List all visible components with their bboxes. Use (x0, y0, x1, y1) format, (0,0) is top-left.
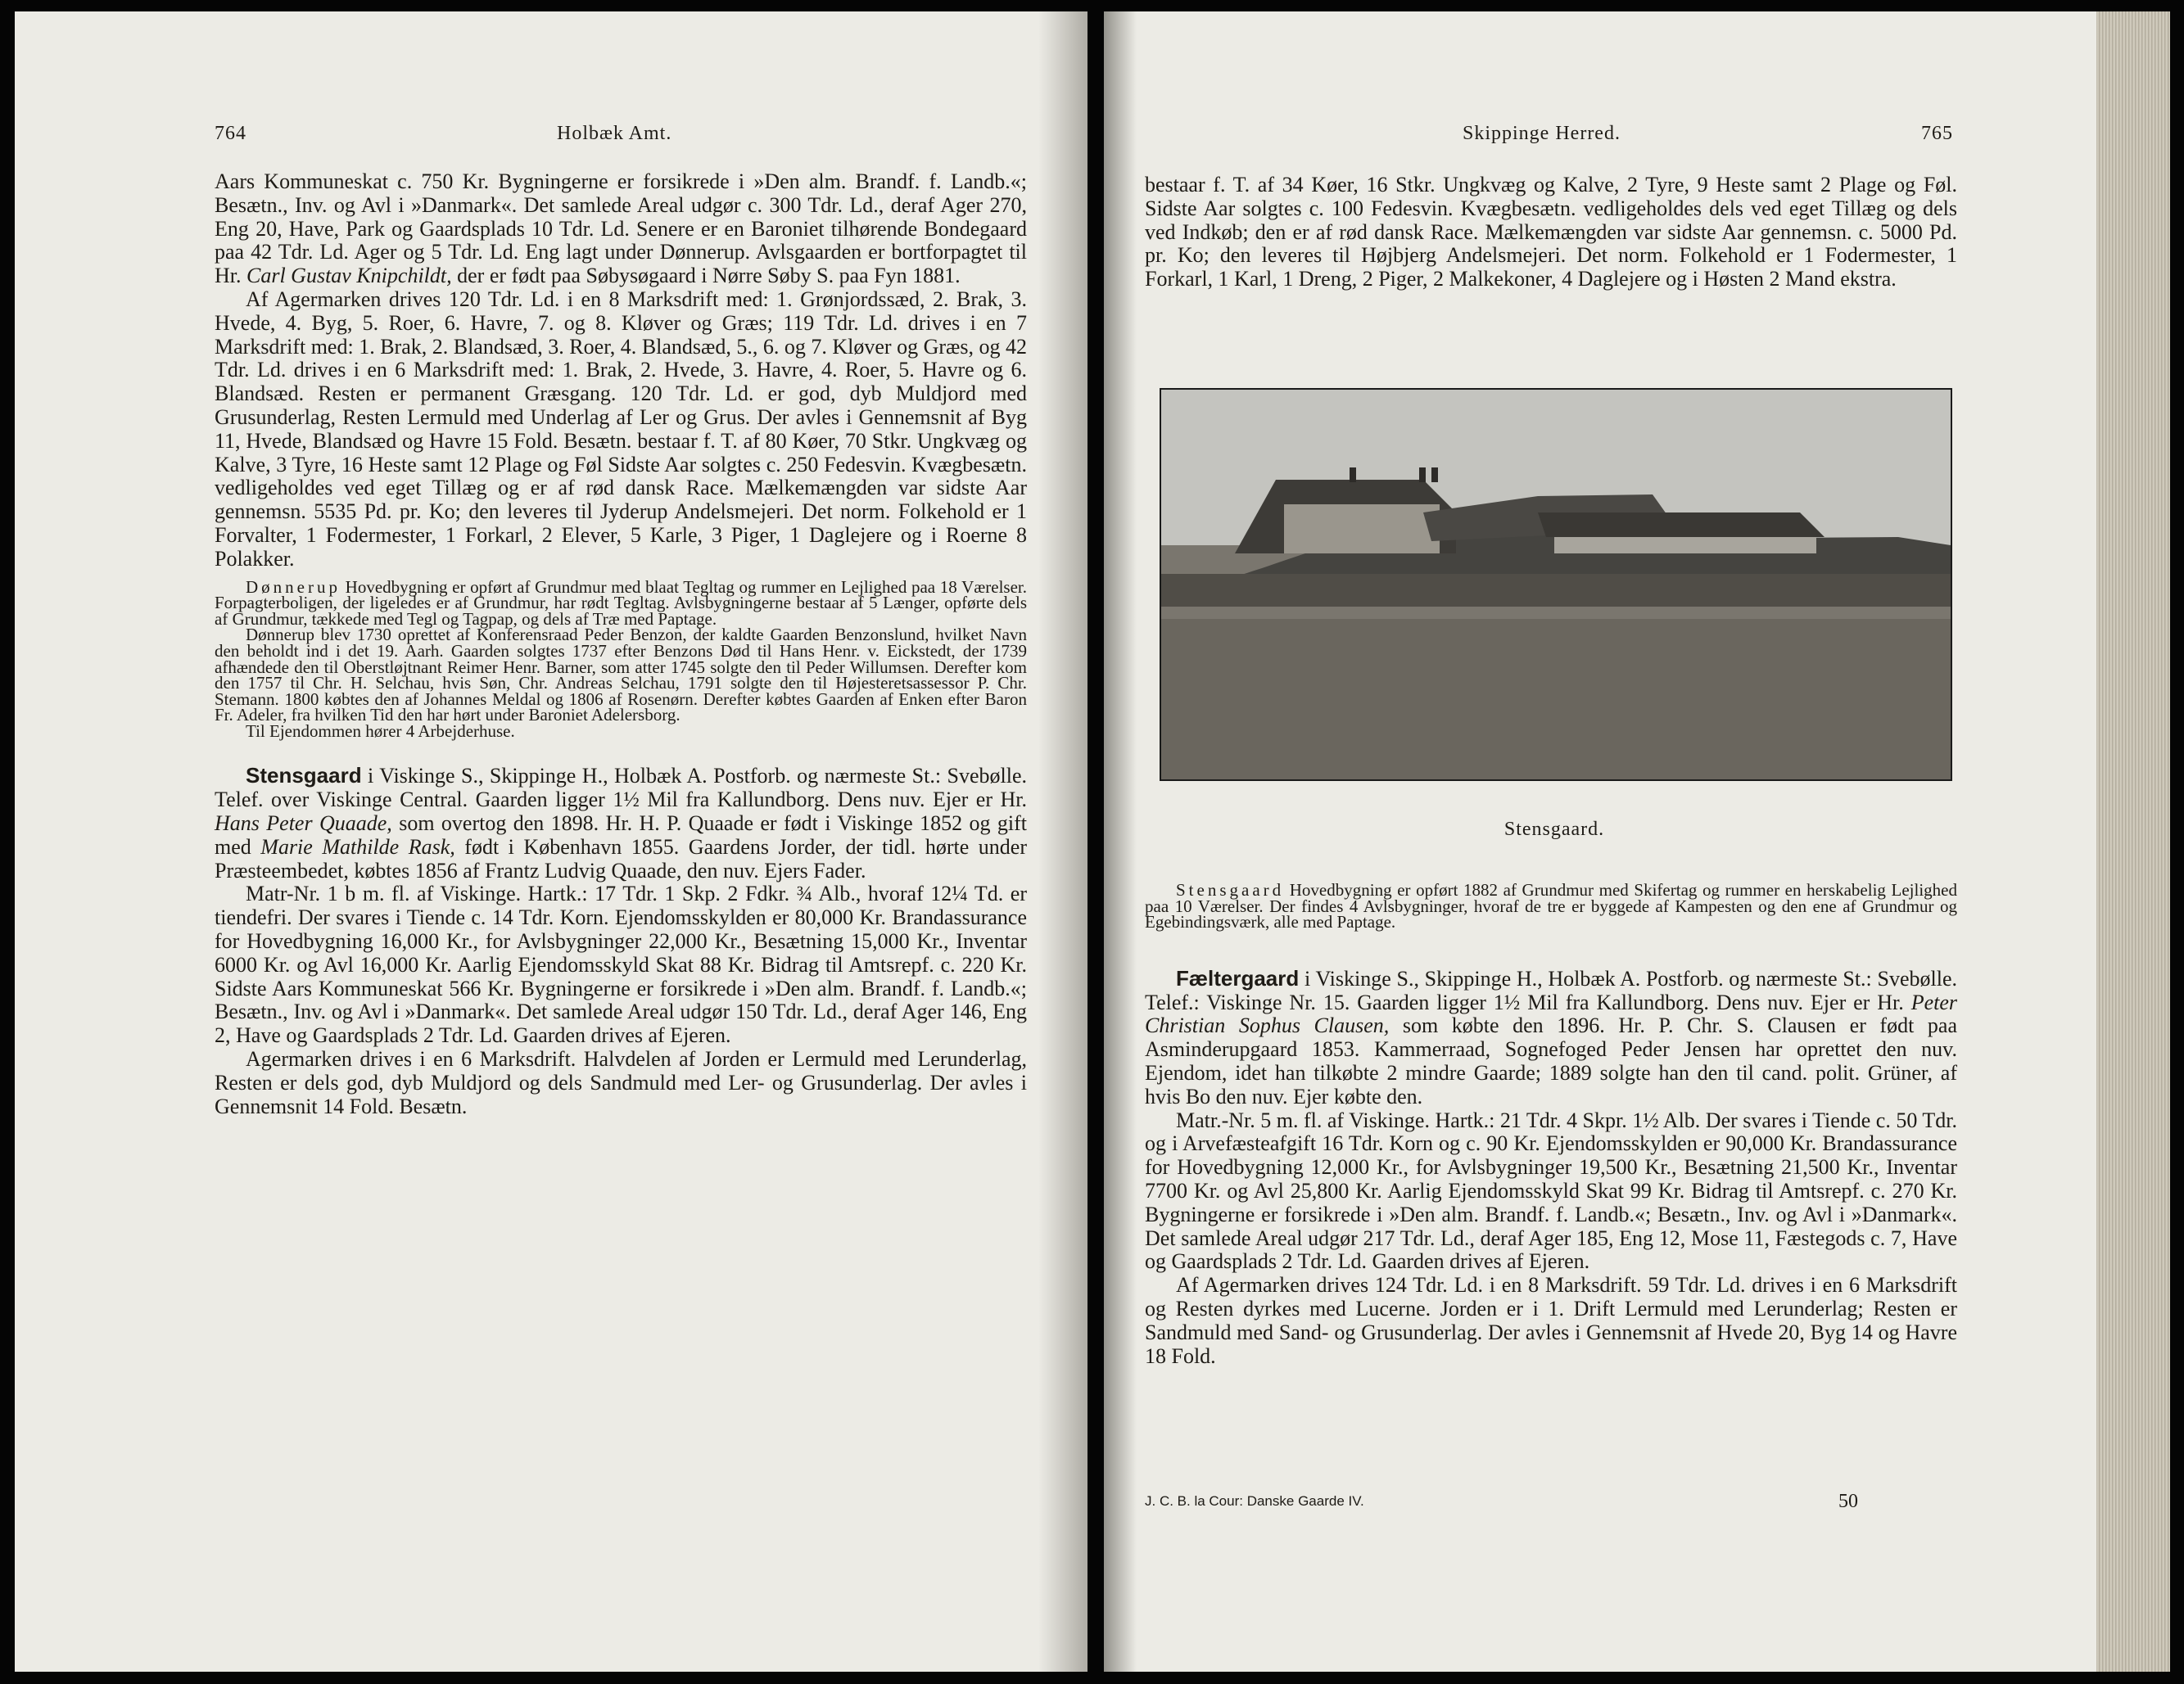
right-gutter-shadow (1104, 11, 1137, 1672)
footer-source: J. C. B. la Cour: Danske Gaarde IV. (1145, 1493, 1364, 1509)
faeltergaard-agermarken: Af Agermarken drives 124 Tdr. Ld. i en 8 Marksdrift. 59 Tdr. Ld. drives i en 6 Marksdrift og Resten dyrkes med Lucerne. Jorden er i 1. Drift Lermuld med Lerunderlag; Resten er Sandmuld med Sand- og Grusunderlag. Der avles i Gennemsnit af Hvede 20, Byg 14 og Havre 18 Fold. (1145, 1273, 1957, 1368)
left-page-number: 764 (215, 123, 246, 144)
faeltergaard-matr: Matr.-Nr. 5 m. fl. af Viskinge. Hartk.: 21 Tdr. 4 Skpr. 1½ Alb. Der svares i Tiende c. 50 Tdr. og i Arvefæsteafgift 16 Tdr. Korn og c. 90 Kr. Ejendomsskylden er 90,000 Kr. Brandassurance for Hovedbygning 12,000 Kr., for Avlsbygninger 19,500 Kr., Besætning 21,500 Kr., Inventar 7700 Kr. og Avl 25,800 Kr. Aarlig Ejendomsskyld Skat 99 Kr. Bidrag til Amtsrepf. c. 270 Kr. Bygningerne er forsikrede i »Den alm. Brandf. f. Landb.«; Besætn., Inv. og Avl i »Danmark«. Det samlede Areal udgør 217 Tdr. Ld., deraf Ager 185, Eng 12, Mose 11, Fæstegods c. 7, Have og Gaardsplads 2 Tdr. Ld. Gaarden drives af Ejeren. (1145, 1108, 1957, 1274)
photo-caption: Stensgaard. (1503, 819, 1605, 840)
left-para-1: Aars Kommuneskat c. 750 Kr. Bygningerne er forsikrede i »Den alm. Brandf. f. Landb.«; Besætn., Inv. og Avl i »Danmark«. Det samlede Areal udgør c. 300 Tdr. Ld., deraf Ager 270, Eng 20, Have, Park og Gaardsplads 10 Tdr. Ld. Senere er en Baroniet tilhørende Bondegaard paa 42 Tdr. Ld. Ager og 5 Tdr. Ld. Eng lagt under Dønnerup. Avlsgaarden er bortforpagtet til Hr. Carl Gustav Knipchildt, der er født paa Søbysøgaard i Nørre Søby S. paa Fyn 1881. (215, 169, 1027, 288)
stensgaard-entry: Stensgaard i Viskinge S., Skippinge H., Holbæk A. Postforb. og nærmeste St.: Svebølle. Telef. over Viskinge Central. Gaarden ligger 1½ Mil fra Kallundborg. Dens nuv. Ejer er Hr. Hans Peter Quaade, som overtog den 1898. Hr. H. P. Quaade er født i Viskinge 1852 og gift med Marie Mathilde Rask, født i København 1855. Gaardens Jorder, der tidl. hørte under Præsteembedet, købtes 1856 af Frantz Ludvig Quaade, den nuv. Ejers Fader. (215, 763, 1028, 883)
left-gutter-shadow (1038, 11, 1087, 1672)
left-running-head: Holbæk Amt. (557, 123, 672, 144)
left-small-print: Dønnerup Hovedbygning er opført af Grundmur med blaat Tegltag og rummer en Lejlighed paa 18 Værelser. Forpagterboligen, der ligeledes er af Grundmur, har rødt Tegltag. Avlsbygningerne bestaar af 5 Længer, opførte dels af Grundmur, tækkede med Tegl og Tagpap, og dels af Træ med Paptage. Dønnerup blev 1730 oprettet af Konferensraad Peder Benzon, der kaldte Gaarden Benzonslund, hvilket Navn den beholdt ind i det 19. Aarh. Gaarden solgtes 1737 efter Benzons Død til Hans Henr. v. Eickstedt, der 1739 afhændede den til Oberstløjtnant Reimer Henr. Barner, som atter 1745 solgte den til Peder Willumsen. Derefter kom den 1757 til Chr. H. Selchau, hvis Søn, Chr. Andreas Selchau, 1791 solgte den til Højesteretsassessor P. Chr. Stemann. 1800 købtes den af Johannes Meldal og 1806 af Rosenørn. Derefter købtes Gaarden af Enken efter Baron Fr. Adeler, fra hvilken Tid den har hørt under Baroniet Adelersborg. Til Ejendommen hører 4 Arbejderhuse. (215, 576, 1027, 741)
page-edges (2096, 11, 2170, 1672)
left-para-2: Af Agermarken drives 120 Tdr. Ld. i en 8 Marksdrift med: 1. Grønjordssæd, 2. Brak, 3. Hvede, 4. Byg, 5. Roer, 6. Havre, 7. og 8. Kløver og Græs; 119 Tdr. Ld. drives i en 7 Marksdrift med: 1. Brak, 2. Blandsæd, 3. Roer, 4. Blandsæd, 5., 6. og 7. Kløver og Græs, og 42 Tdr. Ld. drives i en 6 Marksdrift med: 1. Brak, 2. Hvede, 3. Havre, 4. Roer, 5. Havre og 6. Blandsæd. Resten er permanent Græsgang. 120 Tdr. Ld. er god, dyb Muldjord med Grusunderlag, Resten Lermuld med Underlag af Ler og Grus. Der avles i Gennemsnit af Byg 11, Hvede, Blandsæd og Havre 15 Fold. Besætn. bestaar f. T. af 80 Køer, 70 Stkr. Ungkvæg og Kalve, 3 Tyre, 16 Heste samt 12 Plage og Føl Sidste Aar solgtes c. 250 Fedesvin. Kvægbesætn. vedligeholdes ved eget Tillæg og er af rød dansk Race. Mælkemængden var sidste Aar gennemsn. 5535 Pd. pr. Ko; den leveres til Jyderup Andelsmejeri. Det norm. Folkehold er 1 Forvalter, 1 Fodermester, 1 Forkarl, 2 Elever, 5 Karle, 3 Piger, 1 Daglejere og i Roerne 8 Polakker. (215, 287, 1027, 571)
right-column-bottom (1145, 880, 1957, 1368)
farmhouse-photo-illustration (1161, 390, 1951, 779)
stensgaard-matr: Matr-Nr. 1 b m. fl. af Viskinge. Hartk.: 17 Tdr. 1 Skp. 2 Fdkr. ¾ Alb., hvoraf 12¼ Td. er tiendefri. Der svares i Tiende c. 14 Tdr. Korn. Ejendomsskylden er 80,000 Kr. Brandassurance for Hovedbygning 16,000 Kr., for Avlsbygninger 22,000 Kr., Besætning 15,000 Kr., Inventar 6000 Kr. og Avl 16,000 Kr. Aarlig Ejendomsskyld Skat 88 Kr. Bidrag til Amtsrepf. c. 220 Kr. Sidste Aars Kommuneskat 566 Kr. Bygningerne er forsikrede i »Den alm. Brandf. f. Landb.«; Besætn., Inv. og Avl i »Danmark«. Det samlede Areal udgør 150 Tdr. Ld., deraf Ager 146, Eng 2, Have og Gaardsplads 2 Tdr. Ld. Gaarden drives af Ejeren. (215, 882, 1027, 1048)
left-column (215, 170, 1027, 1118)
right-running-head: Skippinge Herred. (1463, 123, 1621, 144)
right-para-1: bestaar f. T. af 34 Køer, 16 Stkr. Ungkvæg og Kalve, 2 Tyre, 9 Heste samt 2 Plage og Føl. Sidste Aar solgtes c. 100 Fedesvin. Kvægbesætn. vedligeholdes dels ved eget Tillæg og dels ved Indkøb; den er af rød dansk Race. Mælkemængden var sidste Aar gennemsn. c. 5000 Pd. pr. Ko; den leveres til Højbjerg Andelsmejeri. Det norm. Folkehold er 1 Fodermester, 1 Forkarl, 1 Karl, 1 Dreng, 2 Piger, 2 Malkekoner, 4 Daglejere og i Høsten 2 Mand ekstra. (1145, 173, 1957, 291)
right-column-top (1145, 174, 1957, 291)
stensgaard-agermarken: Agermarken drives i en 6 Marksdrift. Halvdelen af Jorden er Lermuld med Lerunderlag, Resten er dels god, dyb Muldjord og dels Sandmuld med Ler- og Grusunderlag. Der avles i Gennemsnit 14 Fold. Besætn. (215, 1047, 1027, 1118)
signature-mark: 50 (1838, 1491, 1858, 1512)
right-small-print: Stensgaard Hovedbygning er opført 1882 af Grundmur med Skifertag og rummer en herskabelig Lejlighed paa 10 Værelser. Der findes 4 Avlsbygninger, hvoraf de tre er byggede af Kampesten og den ene af Grundmur og Egebindingsværk, alle med Paptage. (1145, 880, 1957, 932)
stensgaard-photo (1160, 388, 1952, 781)
faeltergaard-entry: Fæltergaard i Viskinge S., Skippinge H., Holbæk A. Postforb. og nærmeste St.: Svebølle. Telef.: Viskinge Nr. 15. Gaarden ligger 1½ Mil fra Kallundborg. Dens nuv. Ejer er Hr. Peter Christian Sophus Clausen, som købte den 1896. Hr. P. Chr. S. Clausen er født paa Asminderupgaard 1853. Kammerraad, Sognefoged Peder Jensen har oprettet den nuv. Ejendom, idet han tilkøbte 2 mindre Gaarde; 1889 solgte han den til cand. polit. Grüner, af hvis Bo den nuv. Ejer købte den. (1145, 965, 1957, 1108)
right-page-number: 765 (1921, 123, 1953, 144)
